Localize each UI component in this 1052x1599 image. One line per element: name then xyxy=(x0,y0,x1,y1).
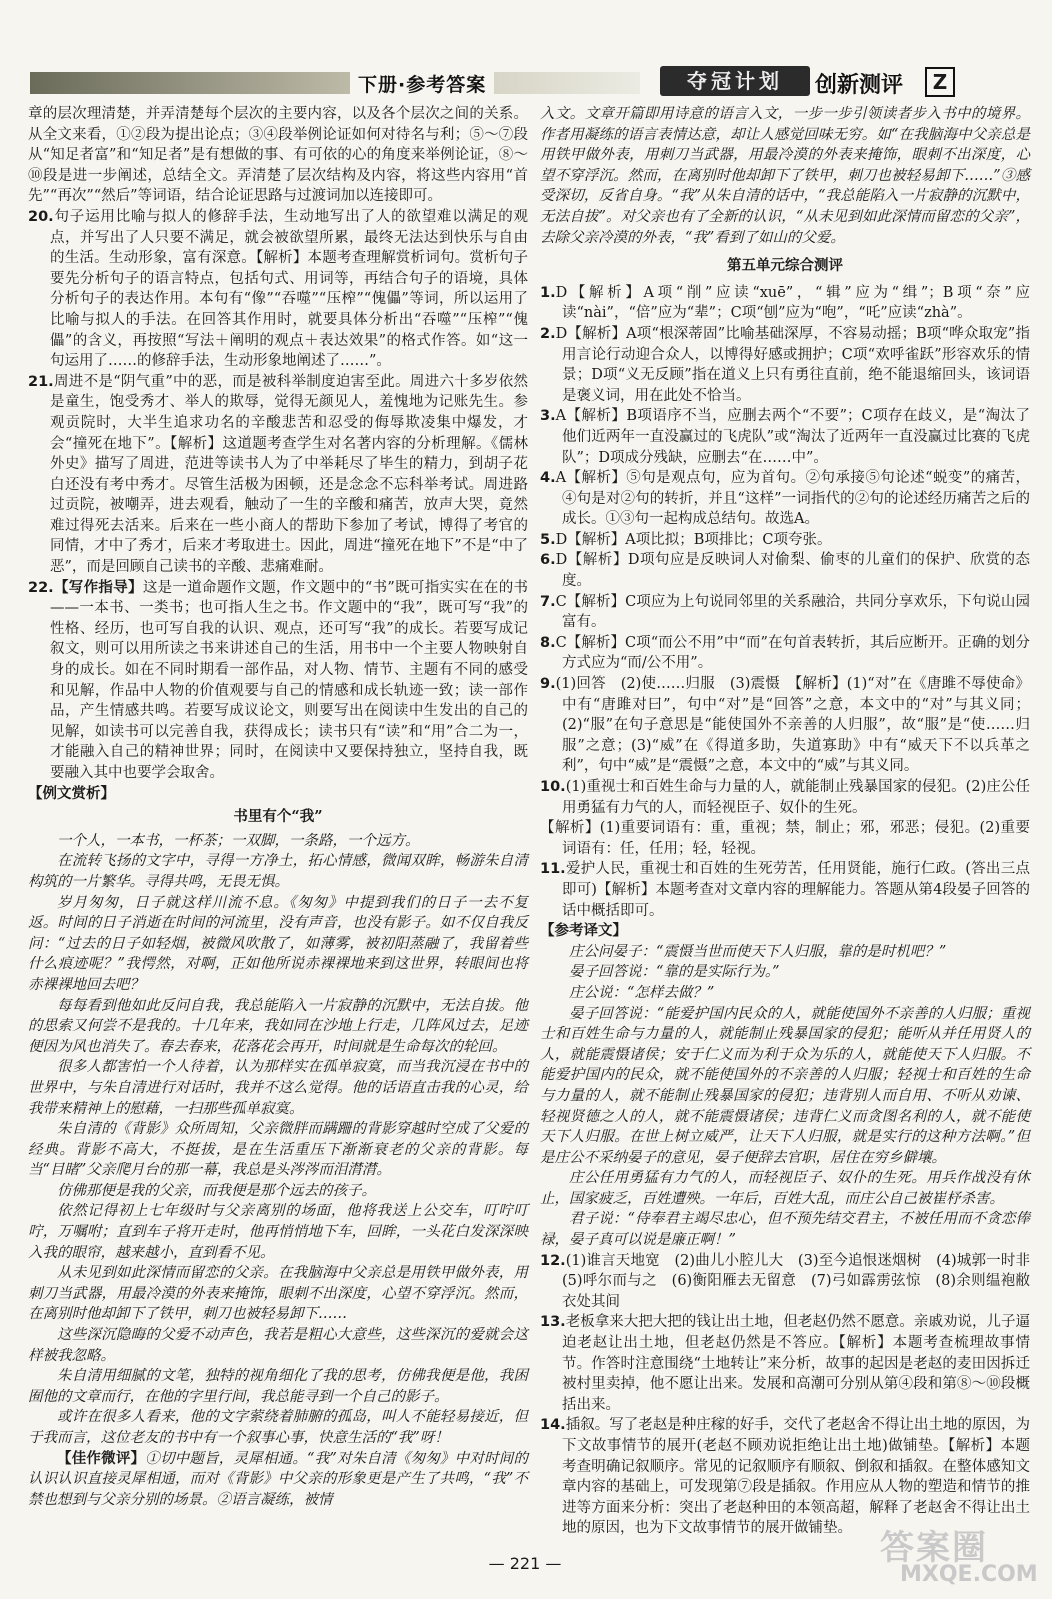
answer-1 xyxy=(540,283,1030,324)
example-tag: 【例文赏析】 xyxy=(28,785,115,802)
essay-paragraph: 朱自清的《背影》众所周知，父亲微胖而蹒跚的背影穿越时空成了父爱的经典。背影不高大，不挺拔，是在生活重压下渐渐衰老的父亲的背影。每当“目睹”父亲爬月台的那一幕，我总是头涔涔而泪潸潸。 xyxy=(28,1121,528,1179)
answer-number: 22. xyxy=(28,579,54,596)
answer-4 xyxy=(540,468,1030,530)
answer-13 xyxy=(540,1312,1030,1415)
answer-20 xyxy=(28,207,528,372)
translation-paragraph: 庄公说：“怎样去做？” xyxy=(569,984,715,1001)
answer-number: 10. xyxy=(540,779,566,795)
translation-paragraph: 庄公任用勇猛有力气的人，而轻视臣子、奴仆的生死。用兵作战没有休止，国家疲乏，百姓遭殃。一年后，百姓大乱，而庄公自己被崔杼杀害。 xyxy=(540,1170,1030,1207)
comment-tag: 【佳作微评】 xyxy=(57,1450,146,1467)
answer-number: 2. xyxy=(540,325,556,342)
answer-7 xyxy=(540,592,1030,633)
answer-5 xyxy=(540,530,1030,551)
answer-number: 3. xyxy=(540,408,556,425)
answer-10 xyxy=(540,777,1030,818)
translation-paragraph: 晏子回答说：“能爱护国内民众的人，就能使国外不亲善的人归服；重视士和百姓生命与力量的人，就能制止残暴国家的侵犯；能听从并任用贤人的人，就能震慑诸侯；安于仁义而为利于众为乐的人，就能使天下人归服。不能爱护国内的民众，就不能使国外的不亲善的人归服；轻视士和百姓的生命与力量的人，就不能制止残暴国家的侵犯；违背别人而自用、不听从劝谏、轻视贤德之人的人，就不能震慑诸侯；违背仁义而贪图名利的人，就不能使天下人归服。在世上树立威严，让天下人归服，就是实行的这种方法啊。”但是庄公不采纳晏子的意见，晏子便辞去官职，居住在穷乡僻壤。 xyxy=(540,1005,1030,1166)
answer-text: 插叙。写了老赵是种庄稼的好手，交代了老赵舍不得让出土地的原因，为下文故事情节的展开(老赵不顾劝说拒绝让出土地)做铺垫。【解析】本题考查明确记叙顺序。常见的记叙顺序有顺叙、倒叙和插叙。在整体感知文章内容的基础上，可发现第⑦段是插叙。作用应从人物的塑造和情节的推进等方面来分析：突出了老赵种田的本领高超，解释了老赵舍不得让出土地的原因，也为下文故事情节的展开做铺垫。 xyxy=(562,1417,1030,1537)
page-number: — 221 — xyxy=(488,1554,562,1573)
answer-8 xyxy=(540,633,1030,674)
translation-paragraph: 君子说：“侍奉君主竭尽忠心，但不预先结交君主，不被任用而不贪恋俸禄，晏子真可以说是廉正啊！” xyxy=(540,1211,1030,1249)
writing-guide-tag: 【写作指导】 xyxy=(53,579,143,596)
answer-text: (1)回答 (2)使……归服 (3)震慑 【解析】(1)“对”在《唐雎不辱使命》中有“唐雎对曰”，句中“对”是“回答”之意，本文中的“对”与其义同；(2)“服”在句子意思是“能使国外不亲善的人归服”，故“服”是“使……归服”之意；(3)“威”在《得道多助，失道寡助》中有“威天下不以兵革之利”，句中“威”是“震慑”之意，本文中的“威”与其义同。 xyxy=(555,676,1030,775)
answer-6 xyxy=(540,550,1030,591)
essay-paragraph: 在流转飞扬的文字中，寻得一方净土，拓心情感，微闻双眸，畅游朱自清构筑的一片繁华。寻得共鸣，无畏无惧。 xyxy=(28,853,528,890)
translation-paragraph: 庄公问晏子：“震慑当世而使天下人归服，靠的是时机吧？” xyxy=(569,943,947,960)
essay-paragraph: 一个人，一本书，一杯茶；一双脚，一条路，一个远方。 xyxy=(57,832,420,849)
header-title: 下册·参考答案 xyxy=(350,70,494,97)
answer-text: C【解析】C项应为上句说同邻里的关系融洽，共同分享欢乐，下句说山园富有。 xyxy=(555,593,1030,631)
left-column xyxy=(28,104,528,1510)
translation-body xyxy=(540,942,1030,1251)
essay-paragraph: 每每看到他如此反问自我，我总能陷入一片寂静的沉默中，无法自拔。他的思索又何尝不是我的。十几年来，我如同在沙地上行走，几阵风过去，足迹便因为风也消失了。春去春来，花落花会再开，时间就是生命每次的轮回。 xyxy=(28,997,528,1055)
answer-number: 8. xyxy=(540,634,556,651)
answer-text: D【解析】A项“根深蒂固”比喻基础深厚，不容易动摇；B项“哗众取宠”指用言论行动迎合众人，以博得好感或拥护；C项“欢呼雀跃”形容欢乐的情景；D项“义无反顾”指在道义上只有勇往直前，绝不能退缩回头，该词语是褒义词，用在此处不恰当。 xyxy=(555,325,1030,404)
essay-paragraph: 岁月匆匆，日子就这样川流不息。《匆匆》中提到我们的日子一去不复返。时间的日子消逝在时间的河流里，没有声音，也没有影子。如不仅自我反问：“过去的日子如轻烟，被微风吹散了，如薄雾，被初阳蒸融了，我留着些什么痕迹呢？”我愕然，对啊，正如他所说赤裸裸地来到这世界，转眼间也将赤裸裸地回去吧？ xyxy=(28,894,528,993)
answer-text: 【解析】(1)重要词语有：重，重视；禁，制止；邪，邪恶；侵犯。(2)重要词语有：任，任用；轻，轻视。 xyxy=(540,820,1030,857)
answer-text: D【解析】A项比拟；B项排比；C项夸张。 xyxy=(555,531,832,548)
answer-text: D【解析】A项“削”应读“xuē”，“辑”应为“缉”；B项“奈”应读“nài”，“倍”应为“辈”；C项“刨”应为“咆”，“吒”应读“zhà”。 xyxy=(555,284,1030,322)
answer-11 xyxy=(540,859,1030,921)
answer-2 xyxy=(540,324,1030,406)
answer-22 xyxy=(28,578,528,784)
paragraph-continued: 章的层次理清楚，并弄清楚每个层次的主要内容，以及各个层次之间的关系。从全文来看，①②段为提出论点；③④段举例论证如何对待名与利；⑤～⑦段从“知足者富”和“知足者”是有想做的事、有可依的心的角度来举例论证，⑧～⑩段是进一步阐述，总结全文。弄清楚了层次结构及内容，将这些内容用“首先”“再次”“然后”等词语，结合论证思路与过渡词加以连接即可。 xyxy=(28,106,528,205)
answer-number: 5. xyxy=(540,531,556,548)
answer-text: C【解析】C项“而公不用”中“而”在句首表转折，其后应断开。正确的划分方式应为“而/公不用”。 xyxy=(555,634,1030,672)
answer-number: 20. xyxy=(28,208,54,225)
brand-mark: Z xyxy=(925,67,955,97)
answer-text: 老板拿来大把大把的钱让出土地，但老赵仍然不愿意。亲戚劝说，儿子逼迫老赵让出土地，但老赵仍然是不答应。【解析】本题考查梳理故事情节。作答时注意围绕“土地转让”来分析，故事的起因是老赵的麦田因拆迁被村里卖掉，他不愿让出来。发展和高潮可分别从第④段和第⑧～⑩段概括出来。 xyxy=(562,1314,1030,1413)
essay-title: 书里有个“我” xyxy=(233,808,323,826)
essay-paragraph: 仿佛那便是我的父亲，而我便是那个远去的孩子。 xyxy=(57,1182,376,1199)
answer-number: 6. xyxy=(540,552,556,569)
answer-number: 11. xyxy=(540,861,566,878)
answer-text: A【解析】B项语序不当，应删去两个“不要”；C项存在歧义，是“淘汰了他们近两年一直没赢过的飞虎队”或“淘汰了近两年一直没赢过比赛的飞虎队”；D项成分残缺，应删去“在……中”。 xyxy=(555,408,1030,466)
watermark-logo: 答案圈 xyxy=(880,1528,988,1568)
brand-logo: 夺冠计划 xyxy=(660,66,810,96)
answer-number: 14. xyxy=(540,1417,566,1434)
brand-subtitle: 创新测评 xyxy=(815,73,904,98)
answer-number: 9. xyxy=(540,676,556,693)
essay-paragraph: 或许在很多人看来，他的文字萦绕着肺腑的孤岛，叫人不能轻易接近，但于我而言，这位老友的书中有一个叙事心事，快意生活的“我”呀！ xyxy=(28,1409,528,1446)
answer-text: 这是一道命题作文题，作文题中的“书”既可指实实在在的书——一本书、一类书；也可指人生之书。作文题中的“我”，既可写“我”的性格、经历，也可写自我的认识、观点，还可写“我”的成长。若要写成记叙文，则可以用所读之书来讲述自己的生活，用书中一个主要人物映射自身的成长。如在不同时期看一部作品，对人物、情节、主题有不同的感受和见解，作品中人物的价值观要与自己的情感和成长轨迹一致；读一部作品，产生情感共鸣。若要写成议论文，则要写出在阅读中生发出的自己的见解，如读书可以完善自我，获得成长；读书只有“读”和“用”合二为一，才能融入自己的精神世界；同时，在阅读中又要保持独立，坚持自我，既要融入其中也要学会取舍。 xyxy=(50,579,529,781)
answer-text: (1)重视士和百姓生命与力量的人，就能制止残暴国家的侵犯。(2)庄公任用勇猛有力气的人，而轻视臣子、奴仆的生死。 xyxy=(562,779,1030,816)
essay-paragraph: 依然记得初上七年级时与父亲离别的场面，他将我送上公交车，叮咛叮咛，万嘱咐；直到车子将开走时，他再悄悄地下车，回眸，一头花白发深深映入我的眼帘，越来越小，直到看不见。 xyxy=(28,1203,528,1261)
answer-text: D【解析】D项句应是反映词人对偷梨、偷枣的儿童们的保护、欣赏的态度。 xyxy=(555,552,1030,590)
answer-9 xyxy=(540,674,1030,777)
answer-text: 周进不是“阴气重”中的恶，而是被科举制度迫害至此。周进六十多岁依然是童生，饱受秀才、举人的欺辱，觉得无颜见人，羞愧地为记账先生。参观贡院时，大半生追求功名的辛酸悲苦和忍受的侮辱欺凌集中爆发，才会“撞死在地下”。【解析】这道题考查学生对名著内容的分析理解。《儒林外史》描写了周进，范进等读书人为了中举耗尽了毕生的精力，到胡子花白还没有考中秀才。尽管生活极为困顿，还是念念不忘科举考试。周进路过贡院，被嘲弄，进去观看，触动了一生的辛酸和痛苦，放声大哭，竟然难过得死去活来。后来在一些小商人的帮助下参加了考试，博得了考官的同情，才中了秀才，后来才考取进士。因此，周进“撞死在地下”不是“中了恶”，而是回顾自己读书的辛酸、悲痛难耐。 xyxy=(50,373,528,576)
essay-paragraph: 从未见到如此深情而留恋的父亲。在我脑海中父亲总是用铁甲做外表，用刺刀当武器，用最冷漠的外表来掩饰，眼刺不出深度，心望不穿浮沉。然而，在离别时他却卸下了铁甲，刺刀也被轻易卸下…… xyxy=(28,1265,528,1323)
translation-paragraph: 晏子回答说：“靠的是实际行为。” xyxy=(569,964,780,981)
answer-number: 13. xyxy=(540,1314,566,1331)
essay-comment xyxy=(28,1449,528,1511)
answer-10-analysis xyxy=(540,818,1030,859)
answer-number: 1. xyxy=(540,284,556,301)
answer-text: 句子运用比喻与拟人的修辞手法，生动地写出了人的欲望难以满足的观点，并写出了人只要不满足，就会被欲望所累，最终无法达到快乐与自由的生活。生动形象，富有深意。【解析】本题考查理解赏析词句。赏析句子要先分析句子的语言特点，包括句式、用词等，再结合句子的语境，具体分析句子的表达作用。本句有“像”“吞噬”“压榨”“傀儡”等词，所以运用了比喻与拟人的手法。在回答其作用时，就要具体分析出“吞噬”“压榨”“傀儡”的含义，再按照“写法＋阐明的观点＋表达效果”的格式作答。如“这一句运用了……的修辞手法，生动形象地阐述了……”。 xyxy=(50,208,528,370)
answer-number: 12. xyxy=(540,1252,566,1269)
answer-text: 爱护人民，重视士和百姓的生死劳苦，任用贤能，施行仁政。(答出三点即可)【解析】本题考查对文章内容的理解能力。答题从第4段晏子回答的话中概括即可。 xyxy=(562,861,1030,919)
answer-number: 21. xyxy=(28,373,54,390)
answer-text: A【解析】⑤句是观点句，应为首句。②句承接⑤句论述“蜕变”的痛苦，④句是对②句的转折，并且“这样”一词指代的②句的论述经历痛苦之后的成长。①③句一起构成总结句。故选A。 xyxy=(555,470,1030,528)
essay-paragraph: 朱自清用细腻的文笔，独特的视角细化了我的思考，仿佛我便是他，我困囿他的文章而行，在他的字里行间，我总能寻到一个自己的影子。 xyxy=(28,1368,528,1405)
comment-continued: 入文。文章开篇即用诗意的语言入文，一步一步引领读者步入书中的境界。作者用凝练的语言表情达意，却让人感觉回味无穷。如“在我脑海中父亲总是用铁甲做外表，用刺刀当武器，用最冷漠的外表来掩饰，眼刺不出深度，心望不穿浮沉。然而，在离别时他却卸下了铁甲，刺刀也被轻易卸下……”③感受深切，反省自身。“我”从朱自清的话中，“我总能陷入一片寂静的沉默中，无法自拔”。对父亲也有了全新的认识，“从未见到如此深情而留恋的父亲”，去除父亲冷漠的外表，“我”看到了如山的父爱。 xyxy=(540,106,1030,246)
answer-text: (1)谁言天地宽 (2)曲儿小腔儿大 (3)至今追恨迷烟树 (4)城郭一时非 (5)呼尔而与之 (6)衡阳雁去无留意 (7)弓如霹雳弦惊 (8)余则缊袍敝衣处其间 xyxy=(562,1252,1045,1310)
right-column xyxy=(540,104,1045,1539)
answer-3 xyxy=(540,406,1030,468)
answer-number: 4. xyxy=(540,470,556,487)
answer-12 xyxy=(540,1251,1045,1313)
answer-number: 7. xyxy=(540,593,556,610)
essay-body xyxy=(28,831,528,1449)
header-band xyxy=(30,72,640,94)
essay-paragraph: 这些深沉隐晦的父爱不动声色，我若是粗心大意些，这些深沉的爱就会这样被我忽略。 xyxy=(28,1327,528,1364)
watermark-url: MXQE.COM xyxy=(900,1562,1038,1587)
section-title: 第五单元综合测评 xyxy=(727,258,843,275)
answer-21 xyxy=(28,372,528,578)
translation-tag: 【参考译文】 xyxy=(540,923,627,940)
comment-text: ①切中题旨，灵犀相通。“我”对朱自清《匆匆》中对时间的认识认识直接灵犀相通，而对《背影》中父亲的形象更是产生了共鸣，“我”不禁也想到与父亲分别的场景。②语言凝练，被情 xyxy=(28,1450,529,1508)
essay-paragraph: 很多人都害怕一个人待着，认为那样实在孤单寂寞，而当我沉浸在书中的世界中，与朱自清进行对话时，我并不这么觉得。他的话语直击我的心灵，给我带来精神上的慰藉，一扫那些孤单寂寞。 xyxy=(28,1059,528,1117)
page-header xyxy=(0,0,1052,100)
